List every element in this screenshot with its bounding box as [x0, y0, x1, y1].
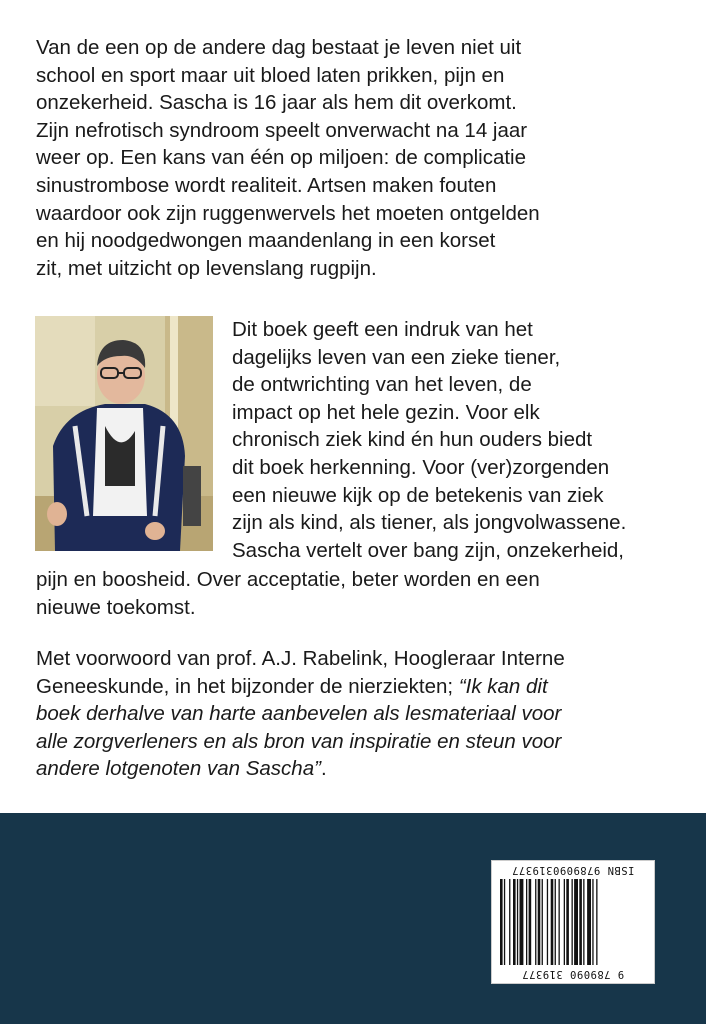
barcode-bar	[517, 879, 518, 965]
barcode-bar	[529, 879, 532, 965]
foreword-text: Geneeskunde, in het bijzonder de nierziekten;	[36, 674, 459, 698]
text-line: school en sport maar uit bloed laten prikken, pijn en	[36, 63, 505, 87]
text-line: zit, met uitzicht op levenslang rugpijn.	[36, 256, 377, 280]
quote-line: alle zorgverleners en als bron van inspiratie en steun voor	[36, 729, 562, 753]
foreword-paragraph	[36, 645, 676, 783]
text-line: Sascha vertelt over bang zijn, onzekerheid,	[232, 538, 625, 562]
quote-line: boek derhalve van harte aanbevelen als lesmateriaal voor	[36, 702, 562, 726]
barcode-bar	[509, 879, 510, 965]
barcode-bar	[542, 879, 543, 965]
text-line: dit boek herkenning. Voor (ver)zorgenden	[232, 455, 610, 479]
barcode-bar	[564, 879, 565, 965]
barcode-bar	[583, 879, 584, 965]
intro-paragraph	[36, 34, 676, 282]
text-line: weer op. Een kans van één op miljoen: de complicatie	[36, 146, 527, 170]
barcode-bar	[526, 879, 527, 965]
author-photo	[35, 316, 213, 551]
description-paragraph	[232, 316, 682, 564]
text-line: dagelijks leven van een zieke tiener,	[232, 345, 561, 369]
text-line: waardoor ook zijn ruggenwervels het moeten ontgelden	[36, 201, 540, 225]
text-line: nieuwe toekomst.	[36, 595, 196, 619]
barcode-bar	[538, 879, 541, 965]
barcode-bars	[498, 879, 648, 965]
text-line: sinustrombose wordt realiteit. Artsen maken fouten	[36, 173, 497, 197]
barcode-bar	[513, 879, 516, 965]
text-line: Dit boek geeft een indruk van het	[232, 318, 533, 341]
barcode-bar	[555, 879, 556, 965]
text-line	[36, 755, 676, 783]
barcode-bar	[596, 879, 597, 965]
text-line: en hij noodgedwongen maandenlang in een korset	[36, 229, 496, 253]
barcode-bar	[572, 879, 573, 965]
quote-end: .	[320, 757, 327, 781]
barcode-bar	[504, 879, 505, 965]
text-line: de ontwrichting van het leven, de	[232, 373, 532, 397]
barcode-bar	[592, 879, 593, 965]
barcode-bar	[579, 879, 582, 965]
text-line: chronisch ziek kind én hun ouders biedt	[232, 428, 593, 452]
text-line: Met voorwoord van prof. A.J. Rabelink, Hoogleraar Interne	[36, 647, 565, 670]
quote-text: “Ik kan dit	[458, 674, 548, 698]
barcode-digits: 9 789090 319377	[521, 968, 625, 980]
barcode-bar	[551, 879, 554, 965]
text-line: onzekerheid. Sascha is 16 jaar als hem dit overkomt.	[36, 91, 517, 115]
barcode-bar	[559, 879, 560, 965]
text-line: Van de een op de andere dag bestaat je leven niet uit	[36, 36, 522, 59]
barcode-bar	[520, 879, 524, 965]
continuation-paragraph	[36, 566, 676, 621]
text-line: zijn als kind, als tiener, als jongvolwassene.	[232, 511, 627, 535]
text-line: pijn en boosheid. Over acceptatie, beter worden en een	[36, 568, 540, 591]
barcode-bar	[566, 879, 569, 965]
author-photo-illustration	[35, 316, 213, 551]
text-line: impact op het hele gezin. Voor elk	[232, 400, 540, 424]
barcode-bar	[547, 879, 548, 965]
isbn-number: ISBN 9789090319377	[511, 864, 635, 876]
barcode-bar	[574, 879, 578, 965]
isbn-barcode	[491, 860, 655, 984]
quote-text: andere lotgenoten van Sascha”	[36, 757, 321, 781]
barcode-bar	[500, 879, 503, 965]
text-line: Zijn nefrotisch syndroom speelt onverwacht na 14 jaar	[36, 118, 528, 142]
barcode-bar	[535, 879, 536, 965]
text-line	[36, 673, 676, 701]
text-line: een nieuwe kijk op de betekenis van ziek	[232, 483, 604, 507]
barcode-bar	[587, 879, 591, 965]
